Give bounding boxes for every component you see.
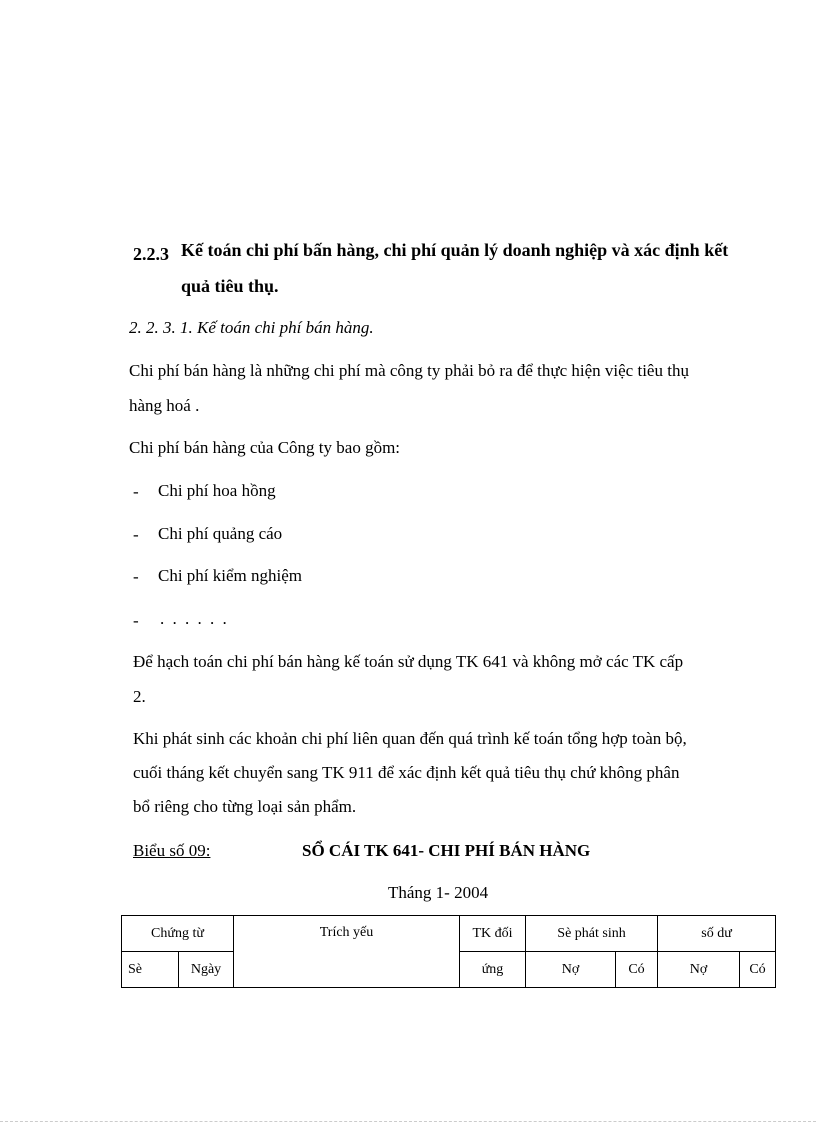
header-arising-debit: Nợ xyxy=(526,952,616,988)
ledger-title: SỔ CÁI TK 641- CHI PHÍ BÁN HÀNG xyxy=(302,841,591,860)
paragraph-4-line3: bổ riêng cho từng loại sản phẩm. xyxy=(133,797,357,816)
header-balance-debit: Nợ xyxy=(658,952,740,988)
header-arising: Sè phát sinh xyxy=(526,916,658,952)
section-title-line2: quả tiêu thụ. xyxy=(181,276,279,296)
form-label: Biểu số 09: xyxy=(133,841,211,860)
header-voucher: Chứng từ xyxy=(122,916,234,952)
header-account-line1: TK đối xyxy=(460,916,526,952)
paragraph-3-line1: Để hạch toán chi phí bán hàng kế toán sử dụng TK 641 và không mở các TK cấp xyxy=(133,652,684,671)
list-item: Chi phí hoa hồng xyxy=(158,481,276,500)
header-description: Trích yếu xyxy=(234,916,460,988)
paragraph-4-line1: Khi phát sinh các khoản chi phí liên quan đến quá trình kế toán tổng hợp toàn bộ, xyxy=(133,729,687,748)
header-number: Sè xyxy=(122,952,179,988)
subsection-title: 2. 2. 3. 1. Kế toán chi phí bán hàng. xyxy=(129,318,374,337)
section-number: 2.2.3 xyxy=(133,244,169,264)
bullet-dash: - xyxy=(133,567,139,586)
list-item: Chi phí kiểm nghiệm xyxy=(158,566,303,585)
ledger-period: Tháng 1- 2004 xyxy=(388,883,489,902)
ledger-table xyxy=(121,915,776,988)
paragraph-4-line2: cuối tháng kết chuyển sang TK 911 để xác định kết quả tiêu thụ chứ không phân xyxy=(133,763,680,782)
list-item: Chi phí quảng cáo xyxy=(158,524,283,543)
paragraph-1-line1: Chi phí bán hàng là những chi phí mà công ty phải bỏ ra để thực hiện việc tiêu thụ xyxy=(129,361,689,380)
paragraph-3-line2: 2. xyxy=(133,687,146,706)
bullet-dash: - xyxy=(133,611,139,630)
header-account-line2: ứng xyxy=(460,952,526,988)
header-balance-credit: Có xyxy=(740,952,776,988)
list-item: . . . . . . xyxy=(160,609,229,628)
header-balance: số dư xyxy=(658,916,776,952)
header-date: Ngày xyxy=(179,952,234,988)
page-bottom-rule xyxy=(0,1121,816,1122)
section-title-line1: Kế toán chi phí bấn hàng, chi phí quản lý doanh nghiệp và xác định kết xyxy=(181,240,729,260)
bullet-dash: - xyxy=(133,482,139,501)
paragraph-1-line2: hàng hoá . xyxy=(129,396,200,415)
table-header-row xyxy=(122,916,776,952)
header-arising-credit: Có xyxy=(616,952,658,988)
paragraph-2: Chi phí bán hàng của Công ty bao gồm: xyxy=(129,438,401,457)
bullet-dash: - xyxy=(133,525,139,544)
